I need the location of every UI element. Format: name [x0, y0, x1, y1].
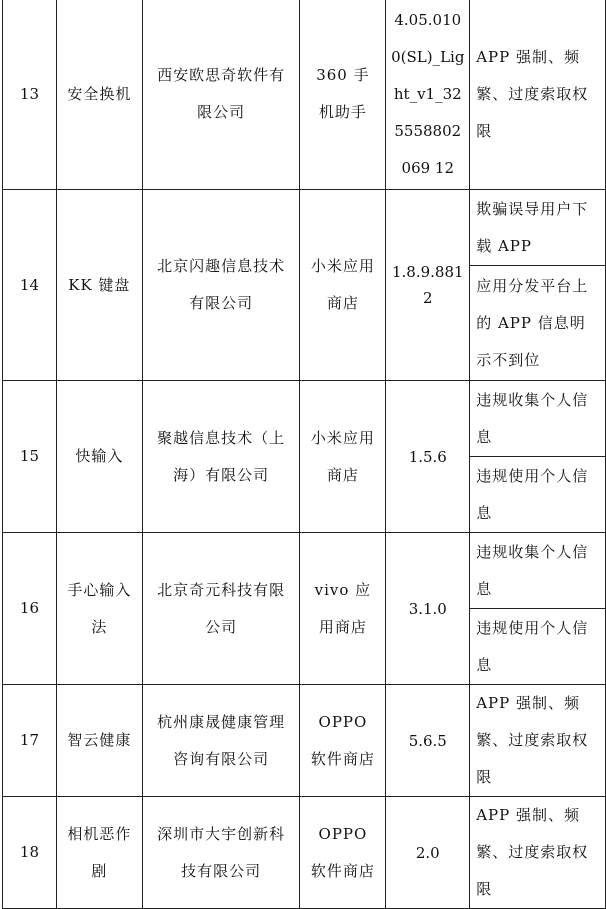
row-number: 17 — [3, 685, 57, 797]
app-name: 智云健康 — [56, 685, 142, 797]
app-store: OPPO 软件商店 — [300, 797, 386, 909]
app-version: 3.1.0 — [386, 533, 470, 685]
app-version: 4.05.0100(SL)_Light_v1_325558802069 12 — [386, 0, 470, 190]
app-table — [2, 0, 606, 909]
table-row — [3, 797, 606, 909]
row-number: 14 — [3, 190, 57, 381]
app-store: 360 手机助手 — [300, 0, 386, 190]
app-version: 1.8.9.8812 — [386, 190, 470, 381]
issue-text: 应用分发平台上的 APP 信息明示不到位 — [470, 266, 606, 381]
developer-company: 杭州康晟健康管理咨询有限公司 — [142, 685, 300, 797]
issue-text: 欺骗误导用户下载 APP — [470, 190, 606, 266]
developer-company: 北京奇元科技有限公司 — [142, 533, 300, 685]
issue-text: 违规使用个人信息 — [470, 457, 606, 533]
app-name: 相机恶作剧 — [56, 797, 142, 909]
row-number: 16 — [3, 533, 57, 685]
row-number: 15 — [3, 381, 57, 533]
table-row — [3, 533, 606, 609]
developer-company: 聚越信息技术（上海）有限公司 — [142, 381, 300, 533]
developer-company: 西安欧思奇软件有限公司 — [142, 0, 300, 190]
developer-company: 深圳市大宇创新科技有限公司 — [142, 797, 300, 909]
issue-text: APP 强制、频繁、过度索取权限 — [470, 0, 606, 190]
row-number: 13 — [3, 0, 57, 190]
app-name: 快输入 — [56, 381, 142, 533]
app-store: 小米应用商店 — [300, 381, 386, 533]
app-store: 小米应用商店 — [300, 190, 386, 381]
app-version: 5.6.5 — [386, 685, 470, 797]
app-name: 安全换机 — [56, 0, 142, 190]
table-row — [3, 685, 606, 797]
developer-company: 北京闪趣信息技术有限公司 — [142, 190, 300, 381]
table-row — [3, 381, 606, 457]
issue-text: 违规收集个人信息 — [470, 533, 606, 609]
app-store: OPPO 软件商店 — [300, 685, 386, 797]
issue-text: APP 强制、频繁、过度索取权限 — [470, 685, 606, 797]
app-version: 2.0 — [386, 797, 470, 909]
row-number: 18 — [3, 797, 57, 909]
app-version: 1.5.6 — [386, 381, 470, 533]
issue-text: 违规使用个人信息 — [470, 609, 606, 685]
app-name: 手心输入法 — [56, 533, 142, 685]
app-store: vivo 应用商店 — [300, 533, 386, 685]
issue-text: APP 强制、频繁、过度索取权限 — [470, 797, 606, 909]
table-row — [3, 0, 606, 190]
app-name: KK 键盘 — [56, 190, 142, 381]
issue-text: 违规收集个人信息 — [470, 381, 606, 457]
table-row — [3, 190, 606, 266]
